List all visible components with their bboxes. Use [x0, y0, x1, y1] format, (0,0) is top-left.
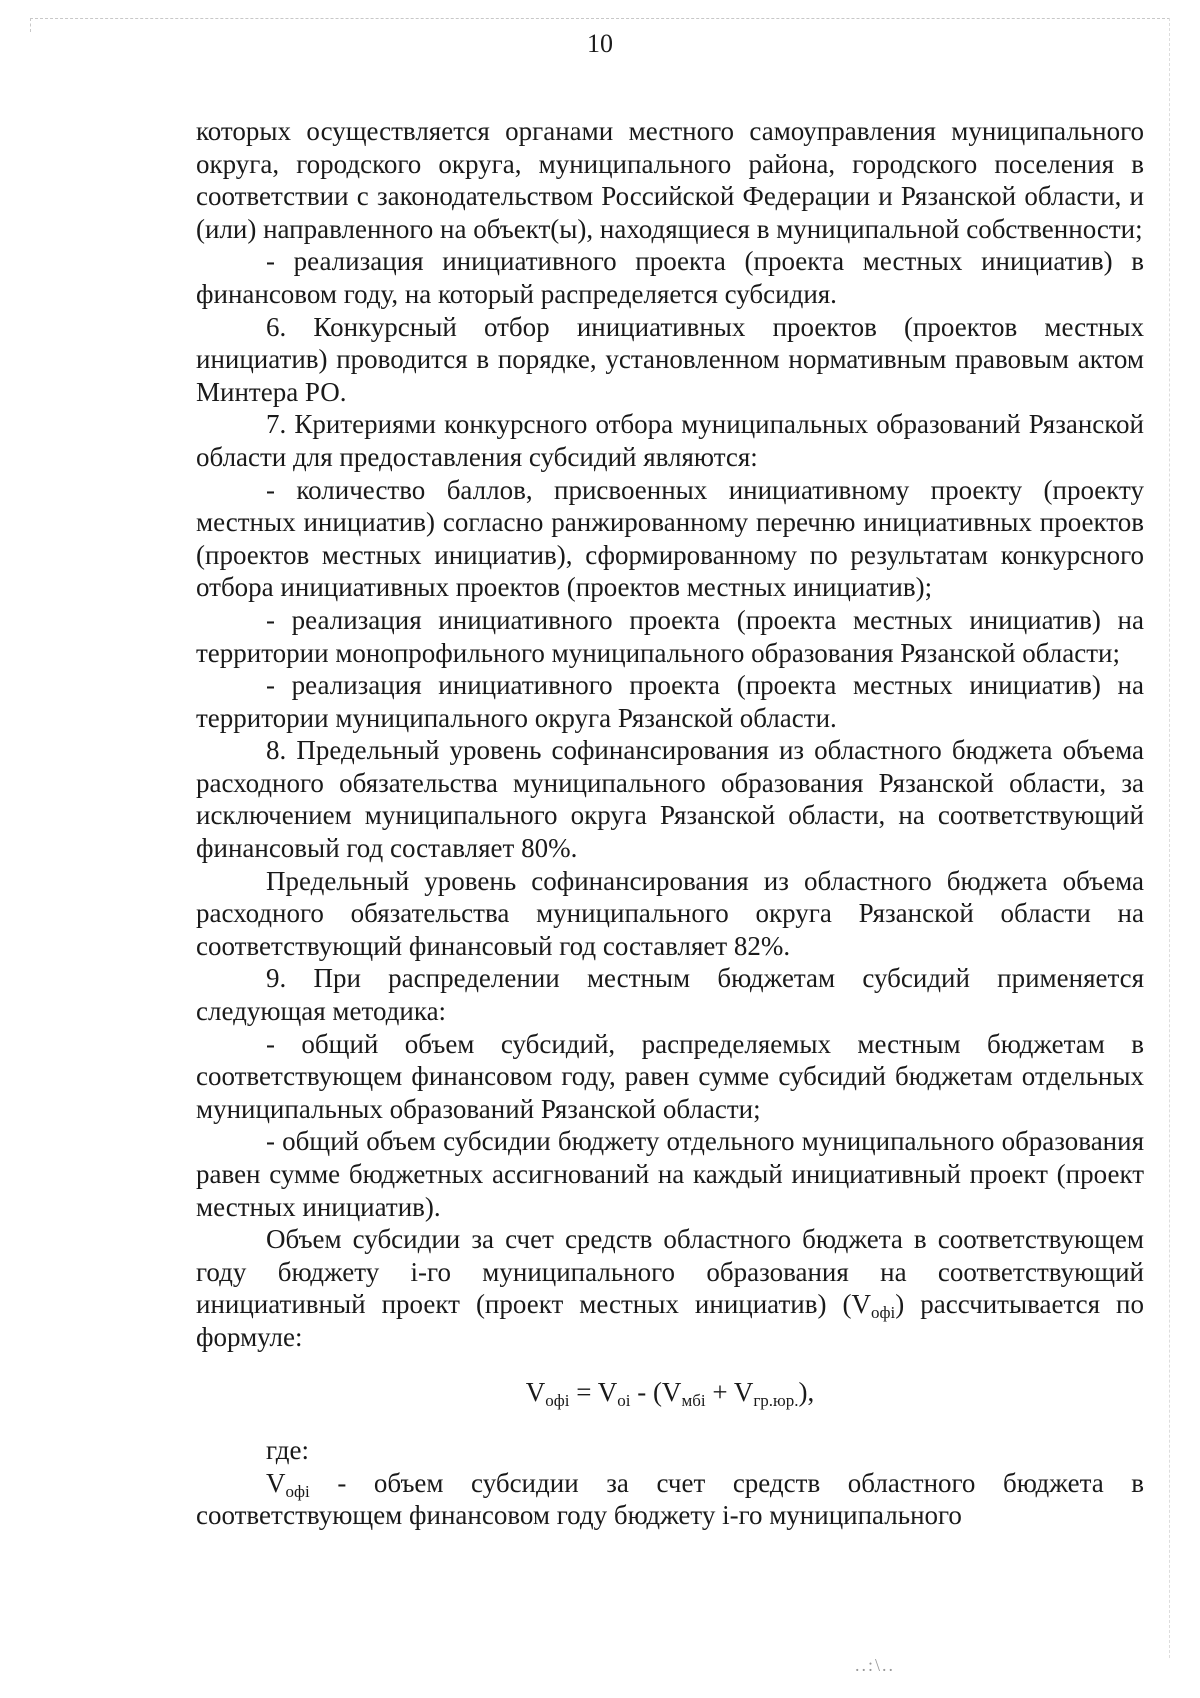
volume-paragraph-subscript: офi: [870, 1303, 896, 1323]
paragraph: 7. Критериями конкурсного отбора муниципальных образований Рязанской области для предоставления субсидий являются:: [196, 409, 1144, 472]
definition-variable: V: [266, 1467, 286, 1498]
paragraph: - общий объем субсидии бюджету отдельного муниципального образования равен сумме бюджетных ассигнований на каждый инициативный проект (проект местных инициатив).: [196, 1126, 1144, 1222]
paragraph: - количество баллов, присвоенных инициативному проекту (проекту местных инициатив) согласно ранжированному перечню инициативных проектов (проектов местных инициатив), сформированному по результатам конкурсного отбора инициативных проектов (проектов местных инициатив);: [196, 474, 1144, 603]
formula-term: ),: [798, 1376, 815, 1407]
page-number: 10: [587, 29, 613, 58]
definition-text: - объем субсидии за счет средств областного бюджета в соответствующем финансовом году бюджету i-го муниципального: [196, 1467, 1144, 1531]
formula-subscript: мбi: [681, 1390, 706, 1410]
paragraph: - реализация инициативного проекта (проекта местных инициатив) в финансовом году, на который распределяется субсидия.: [196, 246, 1144, 309]
paragraph: 9. При распределении местным бюджетам субсидий применяется следующая методика:: [196, 963, 1144, 1027]
paragraph: 6. Конкурсный отбор инициативных проектов (проектов местных инициатив) проводится в порядке, установленном нормативным правовым актом Минтера РО.: [196, 311, 1144, 407]
formula-subscript: гр.юр.: [753, 1390, 799, 1410]
where-label: где:: [266, 1435, 309, 1466]
formula-subscript: oi: [617, 1390, 631, 1410]
paragraph: - реализация инициативного проекта (проекта местных инициатив) на территории муниципального округа Рязанской области.: [196, 670, 1144, 733]
scan-border-right: [1169, 18, 1170, 1658]
formula-term: = V: [569, 1376, 618, 1407]
formula-term: V: [525, 1376, 546, 1407]
volume-paragraph: [196, 1223, 1144, 1353]
document-body: [196, 115, 1144, 1532]
paragraph: - реализация инициативного проекта (проекта местных инициатив) на территории монопрофильного муниципального образования Рязанской области;: [196, 604, 1144, 668]
definition-subscript: офi: [285, 1481, 310, 1501]
formula-term: + V: [705, 1376, 754, 1407]
formula-subscript: офi: [545, 1390, 570, 1410]
volume-paragraph-text: Объем субсидии за счет средств областного бюджета в соответствующем году бюджету i-го муниципального образования на соответствующий инициативный проект (проект местных инициатив) (V: [196, 1224, 1144, 1320]
paragraph-list: [196, 115, 1144, 1223]
formula: [196, 1376, 1144, 1409]
paragraph: которых осуществляется органами местного самоуправления муниципального округа, городского округа, муниципального района, городского поселения в соответствии с законодательством Российской Федерации и Рязанской области, и (или) направленного на объект(ы), находящиеся в муниципальной собственности;: [196, 116, 1144, 244]
paragraph: - общий объем субсидий, распределяемых местным бюджетам в соответствующем финансовом году, равен сумме субсидий бюджетам отдельных муниципальных образований Рязанской области;: [196, 1028, 1144, 1124]
scan-mark: ..:\..: [855, 1655, 896, 1675]
volume-paragraph-tail: ) рассчитывается по формуле:: [196, 1289, 1144, 1352]
formula-term: - (V: [630, 1376, 682, 1407]
scan-border-top: [30, 18, 1170, 19]
paragraph: 8. Предельный уровень софинансирования из областного бюджета объема расходного обязательства муниципального образования Рязанской области, за исключением муниципального округа Рязанской области, на соответствующий финансовый год составляет 80%.: [196, 735, 1144, 864]
paragraph: Предельный уровень софинансирования из областного бюджета объема расходного обязательства муниципального округа Рязанской области на соответствующий финансовый год составляет 82%.: [196, 865, 1144, 961]
definition-paragraph: [196, 1467, 1144, 1532]
